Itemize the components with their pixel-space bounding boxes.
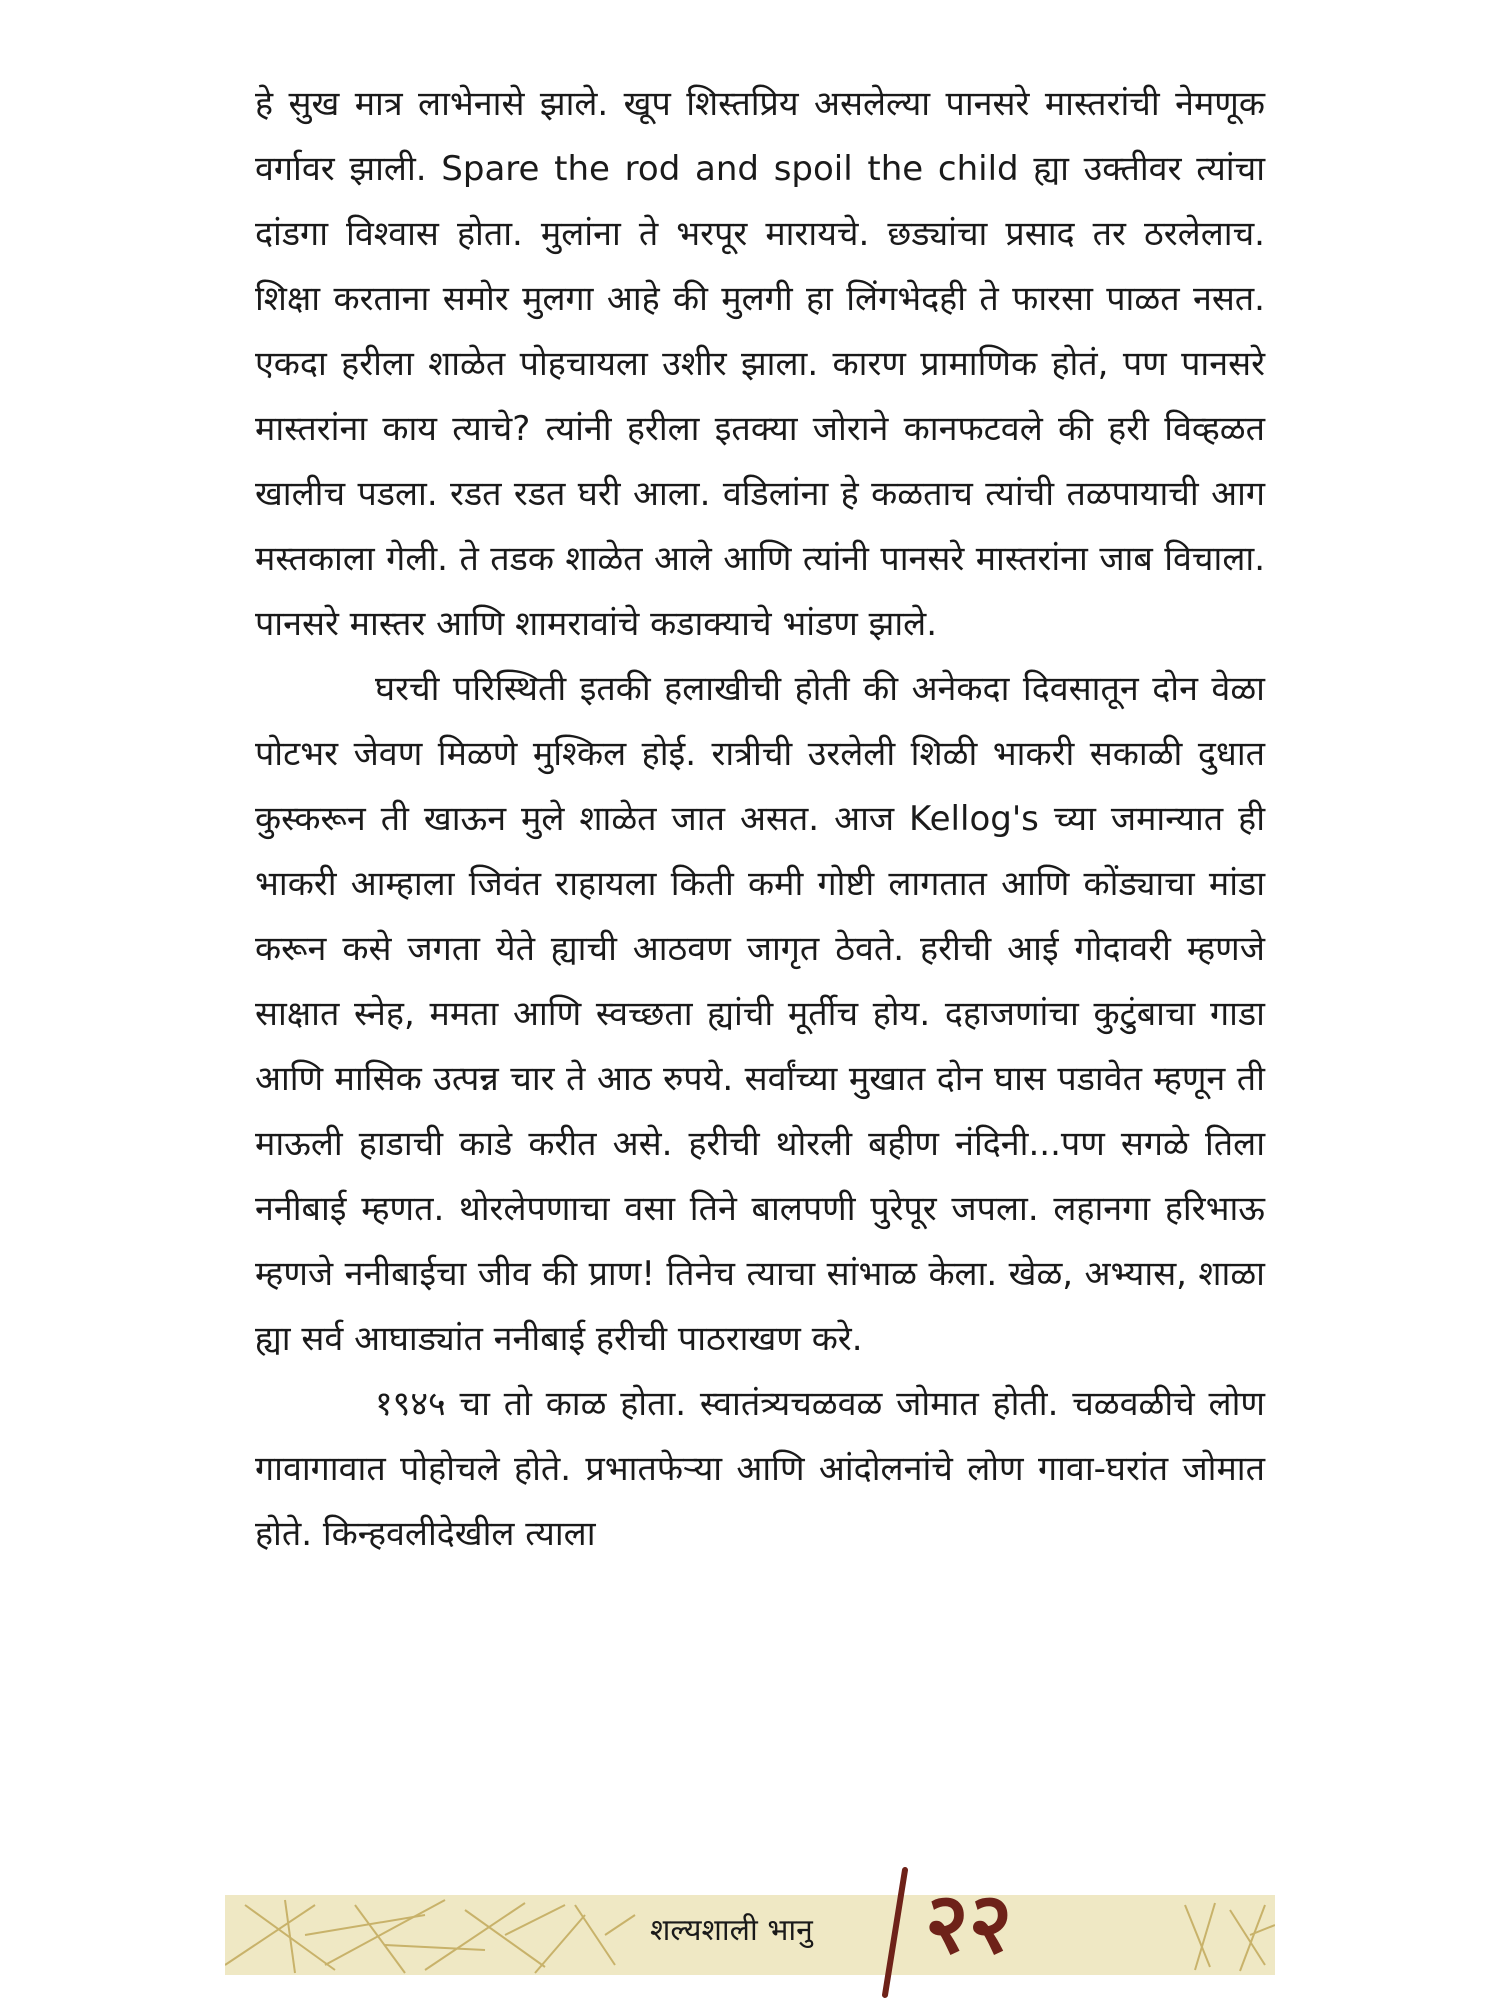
page-body — [255, 72, 1265, 1832]
paragraph-1: हे सुख मात्र लाभेनासे झाले. खूप शिस्तप्रिय असलेल्या पानसरे मास्तरांची नेमणूक वर्गावर झाली. Spare the rod and spoil the child ह्या उक्तीवर त्यांचा दांडगा विश्वास होता. मुलांना ते भरपूर मारायचे. छड्यांचा प्रसाद तर ठरलेलाच. शिक्षा करताना समोर मुलगा आहे की मुलगी हा लिंगभेदही ते फारसा पाळत नसत. एकदा हरीला शाळेत पोहचायला उशीर झाला. कारण प्रामाणिक होतं, पण पानसरे मास्तरांना काय त्याचे? त्यांनी हरीला इतक्या जोराने कानफटवले की हरी विव्हळत खालीच पडला. रडत रडत घरी आला. वडिलांना हे कळताच त्यांची तळपायाची आग मस्तकाला गेली. ते तडक शाळेत आले आणि त्यांनी पानसरे मास्तरांना जाब विचाला. पानसरे मास्तर आणि शामरावांचे कडाक्याचे भांडण झाले. — [255, 84, 1265, 644]
paragraph-2: घरची परिस्थिती इतकी हलाखीची होती की अनेकदा दिवसातून दोन वेळा पोटभर जेवण मिळणे मुश्किल होई. रात्रीची उरलेली शिळी भाकरी सकाळी दुधात कुस्करून ती खाऊन मुले शाळेत जात असत. आज Kellog's च्या जमान्यात ही भाकरी आम्हाला जिवंत राहायला किती कमी गोष्टी लागतात आणि कोंड्याचा मांडा करून कसे जगता येते ह्याची आठवण जागृत ठेवते. हरीची आई गोदावरी म्हणजे साक्षात स्नेह, ममता आणि स्वच्छता ह्यांची मूर्तीच होय. दहाजणांचा कुटुंबाचा गाडा आणि मासिक उत्पन्न चार ते आठ रुपये. सर्वांच्या मुखात दोन घास पडावेत म्हणून ती माऊली हाडाची काडे करीत असे. हरीची थोरली बहीण नंदिनी...पण सगळे तिला ननीबाई म्हणत. थोरलेपणाचा वसा तिने बालपणी पुरेपूर जपला. लहानगा हरिभाऊ म्हणजे ननीबाईचा जीव की प्राण! तिनेच त्याचा सांभाळ केला. खेळ, अभ्यास, शाळा ह्या सर्व आघाड्यांत ननीबाई हरीची पाठराखण करे. — [255, 669, 1265, 1359]
paragraph-3: १९४५ चा तो काळ होता. स्वातंत्र्यचळवळ जोमात होती. चळवळीचे लोण गावागावात पोहोचले होते. प्रभातफेऱ्या आणि आंदोलनांचे लोण गावा-घरांत जोमात होते. किन्हवलीदेखील त्याला — [255, 1384, 1265, 1554]
page-number: २२ — [925, 1873, 1013, 1972]
book-title: शल्यशाली भानु — [650, 1913, 813, 1948]
